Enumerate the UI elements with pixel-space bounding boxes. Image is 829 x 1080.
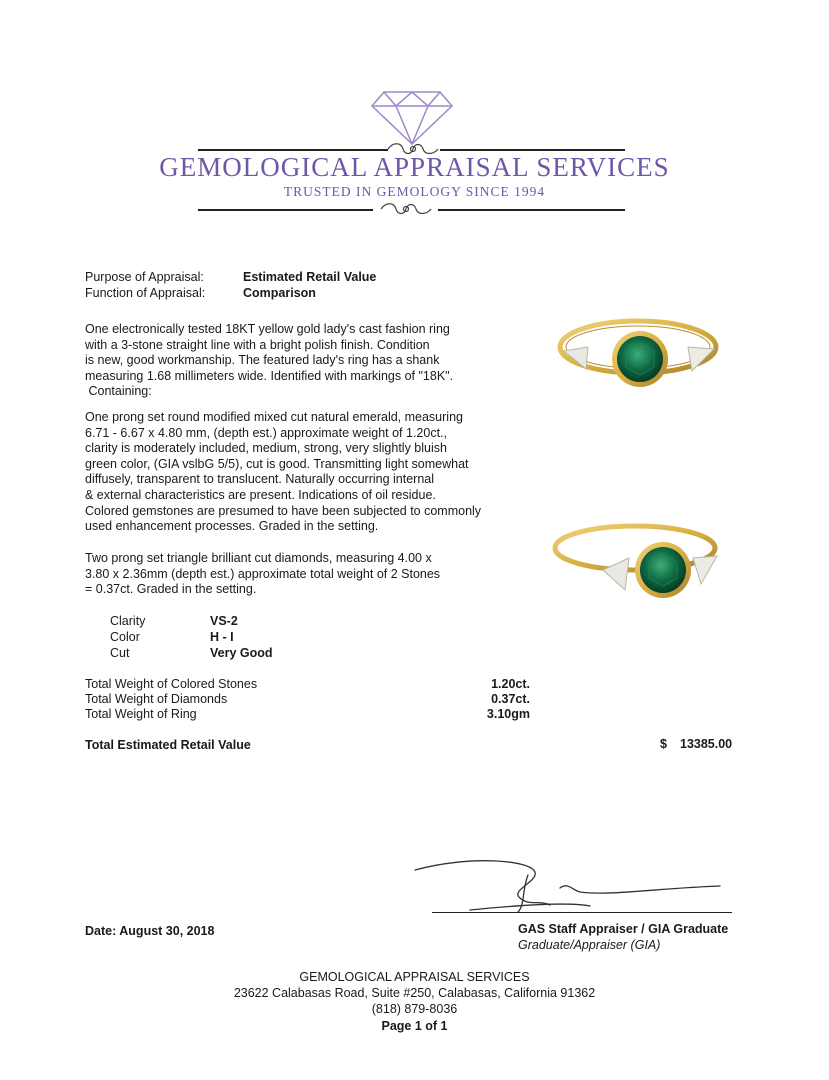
appraisal-date: Date: August 30, 2018 [85,924,215,938]
total-value-ring: 3.10gm [486,707,530,721]
grade-label-clarity: Clarity [110,614,146,628]
retail-value-label: Total Estimated Retail Value [85,738,251,752]
description-line: Two prong set triangle brilliant cut diamonds, measuring 4.00 x [85,551,432,565]
grade-label-color: Color [110,630,140,644]
total-label-colored-stones: Total Weight of Colored Stones [85,677,258,691]
total-value-colored-stones: 1.20ct. [491,677,530,691]
company-tagline: TRUSTED IN GEMOLOGY SINCE 1994 [283,184,546,199]
page-number: Page 1 of 1 [381,1019,448,1033]
purpose-value: Estimated Retail Value [243,270,377,284]
footer-address: 23622 Calabasas Road, Suite #250, Calabasas, California 91362 [233,986,596,1000]
header-rule-top-right [440,149,625,151]
grade-label-cut: Cut [110,646,130,660]
footer-company: GEMOLOGICAL APPRAISAL SERVICES [299,970,530,984]
header-rule-top-left [198,149,388,151]
grade-value-color: H - I [210,630,234,644]
grade-value-cut: Very Good [210,646,273,660]
header-rule-bottom-left [198,209,373,211]
description-line: = 0.37ct. Graded in the setting. [85,582,257,597]
grade-value-clarity: VS-2 [210,614,238,628]
appraiser-title: GAS Staff Appraiser / GIA Graduate [518,922,729,936]
function-label: Function of Appraisal: [85,286,206,300]
description-line: used enhancement processes. Graded in the setting. [85,519,379,534]
description-line: is new, good workmanship. The featured lady's ring has a shank [85,353,440,368]
description-line: measuring 1.68 millimeters wide. Identified with markings of "18K". [85,368,454,383]
company-title: GEMOLOGICAL APPRAISAL SERVICES [159,152,670,182]
total-label-ring: Total Weight of Ring [85,707,197,721]
description-line: green color, (GIA vslbG 5/5), cut is good. Transmitting light somewhat [85,456,469,471]
total-value-diamonds: 0.37ct. [491,692,530,706]
appraiser-signature [410,850,740,920]
emerald-description [85,410,525,535]
diamond-logo-icon [370,86,454,146]
function-value: Comparison [243,286,316,300]
retail-currency: $ [660,737,667,751]
ring-photo-top [548,313,728,405]
ring-photo-bottom [545,518,725,610]
description-line: diffusely, transparent to translucent. Naturally occurring internal [85,472,435,487]
description-line: & external characteristics are present. Indications of oil residue. [85,487,436,502]
total-label-diamonds: Total Weight of Diamonds [85,692,228,706]
description-line: One electronically tested 18KT yellow gold lady's cast fashion ring [85,322,450,336]
description-line: Colored gemstones are presumed to have been subjected to commonly [85,503,482,518]
retail-amount: 13385.00 [680,737,733,751]
signature-line [432,912,732,913]
purpose-label: Purpose of Appraisal: [85,270,204,284]
description-line: 3.80 x 2.36mm (depth est.) approximate total weight of 2 Stones [85,566,441,581]
ring-description [85,322,525,400]
description-line: One prong set round modified mixed cut natural emerald, measuring [85,410,463,424]
appraiser-subtitle: Graduate/Appraiser (GIA) [518,938,661,952]
footer-phone: (818) 879-8036 [371,1002,458,1016]
scroll-ornament-icon [376,200,436,218]
description-line: clarity is moderately included, medium, strong, very slightly bluish [85,441,447,456]
description-line: Containing: [85,384,152,399]
description-line: with a 3-stone straight line with a bright polish finish. Condition [85,337,430,352]
diamond-description [85,551,525,598]
description-line: 6.71 - 6.67 x 4.80 mm, (depth est.) approximate weight of 1.20ct., [85,425,447,440]
header-rule-bottom-right [438,209,625,211]
